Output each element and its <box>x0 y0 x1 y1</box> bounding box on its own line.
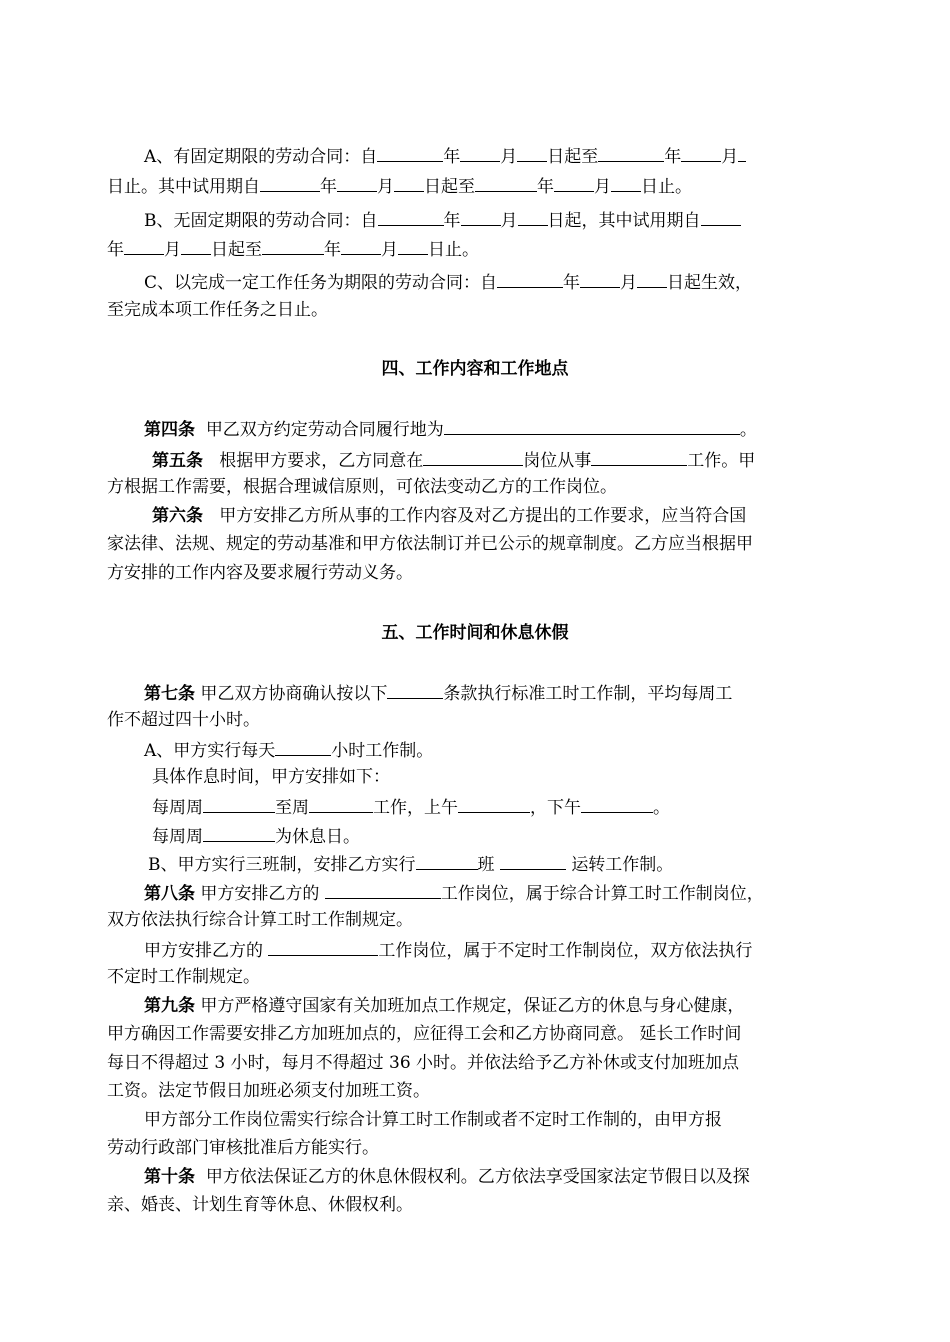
article-8-line4: 不定时工作制规定。 <box>107 967 260 987</box>
blank[interactable] <box>461 209 501 226</box>
text: 日止。其中试用期自 <box>107 177 260 197</box>
blank[interactable] <box>341 238 381 255</box>
article-5-line1 <box>152 449 755 471</box>
text: 条款执行标准工时工作制，平均每周工 <box>443 684 733 704</box>
text: A、甲方实行每天 <box>144 741 276 761</box>
text: 日起至 <box>424 177 475 197</box>
option-b-text: B、无固定期限的劳动合同：自 <box>144 211 378 231</box>
article-5-line2: 方根据工作需要，根据合理诚信原则，可依法变动乙方的工作岗位。 <box>107 477 617 497</box>
text: 日起至 <box>547 147 599 167</box>
text: 每周周 <box>152 798 203 818</box>
article-4 <box>144 418 757 440</box>
article-7-line1 <box>144 682 732 704</box>
blank[interactable] <box>203 796 275 813</box>
article-label: 第九条 <box>144 996 195 1016</box>
article-9-line5: 甲方部分工作岗位需实行综合计算工时工作制或者不定时工作制的，由甲方报 <box>144 1110 722 1130</box>
text: 运转工作制。 <box>571 855 674 875</box>
blank[interactable] <box>738 145 746 162</box>
text: 月 <box>594 177 611 197</box>
text: 班 <box>477 855 495 875</box>
option-a-text: A、有固定期限的劳动合同：自 <box>144 147 378 167</box>
article-7-option-a <box>144 739 433 761</box>
option-a-line2 <box>107 175 692 197</box>
text: 甲方严格遵守国家有关加班加点工作规定，保证乙方的休息与身心健康， <box>200 996 745 1016</box>
section-5-heading: 五、工作时间和休息休假 <box>381 623 569 643</box>
blank[interactable] <box>500 853 566 870</box>
blank[interactable] <box>325 882 441 899</box>
text: 工作岗位，属于不定时工作制岗位，双方依法执行 <box>378 941 753 961</box>
article-label: 第十条 <box>144 1167 195 1187</box>
article-10-line1 <box>144 1167 750 1187</box>
article-9-line3: 每日不得超过 3 小时，每月不得超过 36 小时。并依法给予乙方补休或支付加班加点 <box>107 1053 740 1073</box>
article-label: 第七条 <box>144 684 195 704</box>
text: 月 <box>721 147 739 167</box>
blank[interactable] <box>591 449 687 466</box>
text: 甲方安排乙方的 <box>200 884 320 904</box>
article-label: 第五条 <box>152 451 203 471</box>
option-a-line1 <box>144 145 746 167</box>
blank[interactable] <box>268 939 378 956</box>
text: 月 <box>164 240 181 260</box>
blank[interactable] <box>554 175 594 192</box>
text: 每周周 <box>152 827 203 847</box>
blank[interactable] <box>518 209 548 226</box>
option-b-line1 <box>144 209 741 231</box>
blank[interactable] <box>444 418 740 435</box>
text: 。 <box>739 420 757 440</box>
blank[interactable] <box>275 739 331 756</box>
blank[interactable] <box>637 271 667 288</box>
text: 。 <box>653 798 670 818</box>
blank[interactable] <box>377 145 443 162</box>
text: 日起，其中试用期自 <box>547 211 701 231</box>
option-c-line1 <box>144 271 752 293</box>
article-label: 第四条 <box>144 420 195 440</box>
blank[interactable] <box>517 145 547 162</box>
blank[interactable] <box>262 238 324 255</box>
text: 年 <box>443 147 461 167</box>
text: 日起至 <box>211 240 262 260</box>
blank[interactable] <box>181 238 211 255</box>
text: 甲乙双方约定劳动合同履行地为 <box>205 420 444 440</box>
blank[interactable] <box>378 209 444 226</box>
article-6-line2: 家法律、法规、规定的劳动基准和甲方依法制订并已公示的规章制度。乙方应当根据甲 <box>107 534 753 554</box>
text: 年 <box>537 177 554 197</box>
article-8-line1 <box>144 882 764 904</box>
option-c-line2: 至完成本项工作任务之日止。 <box>107 300 328 320</box>
text: B、甲方实行三班制，安排乙方实行 <box>148 855 416 875</box>
text: 月 <box>377 177 394 197</box>
text: 至周 <box>275 798 309 818</box>
article-6-line3: 方安排的工作内容及要求履行劳动义务。 <box>107 563 413 583</box>
article-label: 第六条 <box>152 506 203 526</box>
text: 日止。 <box>428 240 479 260</box>
text: 岗位从事 <box>523 451 592 471</box>
blank[interactable] <box>598 145 664 162</box>
article-10-line2: 亲、婚丧、计划生育等休息、休假权利。 <box>107 1195 413 1215</box>
text: ，下午 <box>530 798 581 818</box>
text: 甲乙双方协商确认按以下 <box>200 684 388 704</box>
article-6-line1 <box>152 506 746 526</box>
text: 为休息日。 <box>275 827 360 847</box>
blank[interactable] <box>458 796 530 813</box>
text: 甲方安排乙方所从事的工作内容及对乙方提出的工作要求，应当符合国 <box>219 506 747 526</box>
text: 根据甲方要求，乙方同意在 <box>219 451 424 471</box>
blank[interactable] <box>701 209 741 226</box>
blank[interactable] <box>416 853 478 870</box>
text: 月 <box>620 273 638 293</box>
blank[interactable] <box>260 175 320 192</box>
blank[interactable] <box>337 175 377 192</box>
blank[interactable] <box>460 145 500 162</box>
blank[interactable] <box>398 238 428 255</box>
text: 工作。甲 <box>687 451 756 471</box>
text: 年 <box>324 240 341 260</box>
text: 日止。 <box>641 177 692 197</box>
article-9-line2: 甲方确因工作需要安排乙方加班加点的，应征得工会和乙方协商同意。 延长工作时间 <box>107 1024 742 1044</box>
article-label: 第八条 <box>144 884 195 904</box>
article-9-line6: 劳动行政部门审核批准后方能实行。 <box>107 1138 379 1158</box>
option-b-line2 <box>107 238 479 260</box>
text: 年 <box>563 273 581 293</box>
blank[interactable] <box>611 175 641 192</box>
text: 月 <box>500 211 518 231</box>
blank[interactable] <box>394 175 424 192</box>
blank[interactable] <box>497 271 563 288</box>
blank[interactable] <box>203 825 275 842</box>
article-8-line2: 双方依法执行综合计算工时工作制规定。 <box>107 910 413 930</box>
blank[interactable] <box>423 449 523 466</box>
blank[interactable] <box>581 796 653 813</box>
text: 日起生效， <box>667 273 753 293</box>
article-7-rest <box>152 825 360 847</box>
text: 年 <box>107 240 124 260</box>
article-9-line4: 工资。法定节假日加班必须支付加班工资。 <box>107 1081 430 1101</box>
text: 甲方安排乙方的 <box>144 941 263 961</box>
blank[interactable] <box>475 175 537 192</box>
text: 工作岗位，属于综合计算工时工作制岗位， <box>440 884 764 904</box>
blank[interactable] <box>309 796 373 813</box>
article-8-line3 <box>144 939 752 961</box>
article-7-option-b <box>148 853 673 875</box>
option-c-text: C、以完成一定工作任务为期限的劳动合同：自 <box>144 273 498 293</box>
article-7-workdays <box>152 796 670 818</box>
text: 年 <box>664 147 682 167</box>
blank[interactable] <box>681 145 721 162</box>
section-4-heading: 四、工作内容和工作地点 <box>381 359 569 379</box>
article-9-line1 <box>144 996 744 1016</box>
blank[interactable] <box>580 271 620 288</box>
text: 年 <box>320 177 337 197</box>
text: 甲方依法保证乙方的休息休假权利。乙方依法享受国家法定节假日以及探 <box>205 1167 750 1187</box>
text: 工作，上午 <box>373 798 458 818</box>
text: 月 <box>381 240 398 260</box>
text: 月 <box>500 147 518 167</box>
blank[interactable] <box>387 682 443 699</box>
article-7-line2: 作不超过四十小时。 <box>107 710 260 730</box>
blank[interactable] <box>124 238 164 255</box>
text: 小时工作制。 <box>331 741 434 761</box>
article-7-schedule: 具体作息时间，甲方安排如下： <box>152 767 390 787</box>
text: 年 <box>443 211 461 231</box>
